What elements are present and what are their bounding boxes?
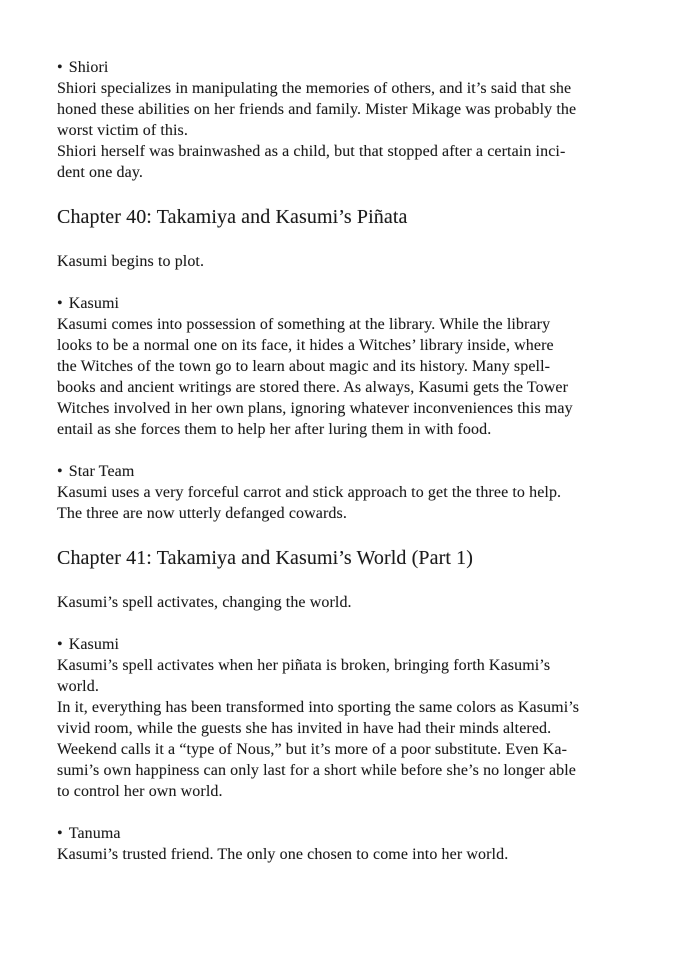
bullet-marker: •: [57, 463, 63, 480]
body-line: Kasumi’s spell activates, changing the world.: [57, 594, 352, 611]
section-header: [57, 461, 642, 482]
chapter-heading: Chapter 41: Takamiya and Kasumi’s World (Part 1): [57, 547, 473, 569]
chapter-41-intro: [57, 592, 642, 613]
page-content: [57, 57, 642, 865]
chapter-41-heading-block: [57, 545, 642, 571]
section-tanuma: [57, 823, 642, 865]
body-line: Kasumi begins to plot.: [57, 253, 205, 270]
body-line: looks to be a normal one on its face, it hides a Witches’ library inside, where: [57, 337, 554, 354]
body-line: Kasumi uses a very forceful carrot and stick approach to get the three to help.: [57, 484, 562, 501]
section-title: Kasumi: [68, 295, 120, 312]
body-line: The three are now utterly defanged cowards.: [57, 505, 347, 522]
body-line: Weekend calls it a “type of Nous,” but it’s more of a poor substitute. Even Ka-: [57, 741, 568, 758]
section-title: Star Team: [68, 463, 135, 480]
body-line: worst victim of this.: [57, 122, 188, 139]
bullet-marker: •: [57, 295, 63, 312]
section-header: [57, 823, 642, 844]
section-star-team: [57, 461, 642, 524]
section-kasumi-ch40: [57, 293, 642, 440]
body-line: vivid room, while the guests she has invited in have had their minds altered.: [57, 720, 552, 737]
body-line: dent one day.: [57, 164, 144, 181]
chapter-40-heading-block: [57, 204, 642, 230]
body-line: Kasumi’s spell activates when her piñata is broken, bringing forth Kasumi’s: [57, 657, 551, 674]
section-header: [57, 57, 642, 78]
body-line: Shiori herself was brainwashed as a child, but that stopped after a certain inci-: [57, 143, 566, 160]
body-line: Kasumi’s trusted friend. The only one chosen to come into her world.: [57, 846, 509, 863]
section-title: Tanuma: [68, 825, 121, 842]
body-line: world.: [57, 678, 99, 695]
bullet-marker: •: [57, 59, 63, 76]
section-kasumi-ch41: [57, 634, 642, 802]
section-header: [57, 293, 642, 314]
body-line: Witches involved in her own plans, ignoring whatever inconveniences this may: [57, 400, 573, 417]
section-title: Shiori: [68, 59, 109, 76]
body-line: In it, everything has been transformed into sporting the same colors as Kasumi’s: [57, 699, 580, 716]
chapter-heading: Chapter 40: Takamiya and Kasumi’s Piñata: [57, 206, 408, 228]
bullet-marker: •: [57, 636, 63, 653]
body-line: Kasumi comes into possession of something at the library. While the library: [57, 316, 551, 333]
body-line: to control her own world.: [57, 783, 223, 800]
body-line: books and ancient writings are stored there. As always, Kasumi gets the Tower: [57, 379, 569, 396]
bullet-marker: •: [57, 825, 63, 842]
section-header: [57, 634, 642, 655]
body-line: sumi’s own happiness can only last for a short while before she’s no longer able: [57, 762, 576, 779]
body-line: Shiori specializes in manipulating the memories of others, and it’s said that she: [57, 80, 572, 97]
body-line: the Witches of the town go to learn about magic and its history. Many spell-: [57, 358, 551, 375]
section-title: Kasumi: [68, 636, 120, 653]
body-line: entail as she forces them to help her after luring them in with food.: [57, 421, 492, 438]
body-line: honed these abilities on her friends and family. Mister Mikage was probably the: [57, 101, 577, 118]
chapter-40-intro: [57, 251, 642, 272]
section-shiori: [57, 57, 642, 183]
